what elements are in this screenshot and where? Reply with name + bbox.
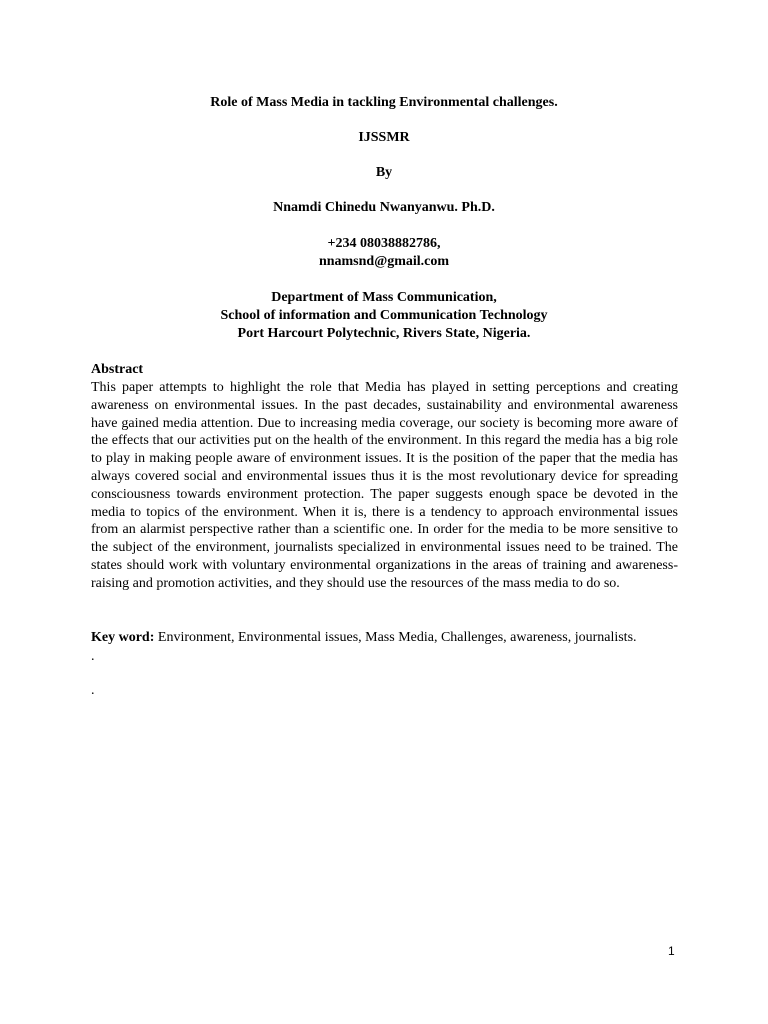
keywords-label: Key word: xyxy=(91,630,155,645)
school: School of information and Communication Technology xyxy=(220,308,548,323)
author-phone: +234 08038882786, xyxy=(327,236,441,251)
keywords-text: Environment, Environmental issues, Mass Media, Challenges, awareness, journalists. xyxy=(154,630,637,645)
abstract-heading: Abstract xyxy=(91,362,144,377)
page-number: 1 xyxy=(668,944,675,958)
affiliation-block xyxy=(0,289,768,343)
institution: Port Harcourt Polytechnic, Rivers State, Nigeria. xyxy=(237,326,531,341)
stray-dot: . xyxy=(91,683,95,698)
stray-dot: . xyxy=(91,649,95,664)
by-line: By xyxy=(375,165,393,180)
journal-name: IJSSMR xyxy=(358,130,410,145)
author-email: nnamsnd@gmail.com xyxy=(318,254,450,269)
department: Department of Mass Communication, xyxy=(271,290,497,305)
paper-title: Role of Mass Media in tackling Environmental challenges. xyxy=(210,95,558,110)
author-name: Nnamdi Chinedu Nwanyanwu. Ph.D. xyxy=(273,200,495,215)
abstract-body: This paper attempts to highlight the role that Media has played in setting perceptions and creating awareness on environmental issues. In the past decades, sustainability and environmental awareness have gained media attention. Due to increasing media coverage, our society is becoming more aware of the effects that our activities put on the health of the environment. In this regard the media has a big role to play in making people aware of environment issues. It is the position of the paper that the media has always covered social and environmental issues thus it is the most revolutionary device for spreading consciousness towards environment protection. The paper suggests enough space be devoted in the media to topics of the environment. When it is, there is a tendency to approach environmental issues from an alarmist perspective rather than a scientific one. In order for the media to be more sensitive to the subject of the environment, journalists specialized in environmental issues need to be trained. The states should work with voluntary environmental organizations in the areas of training and awareness-raising and promotion activities, and they should use the resources of the mass media to do so. xyxy=(91,380,678,591)
contact-block xyxy=(0,235,768,271)
keywords-line xyxy=(91,629,691,647)
